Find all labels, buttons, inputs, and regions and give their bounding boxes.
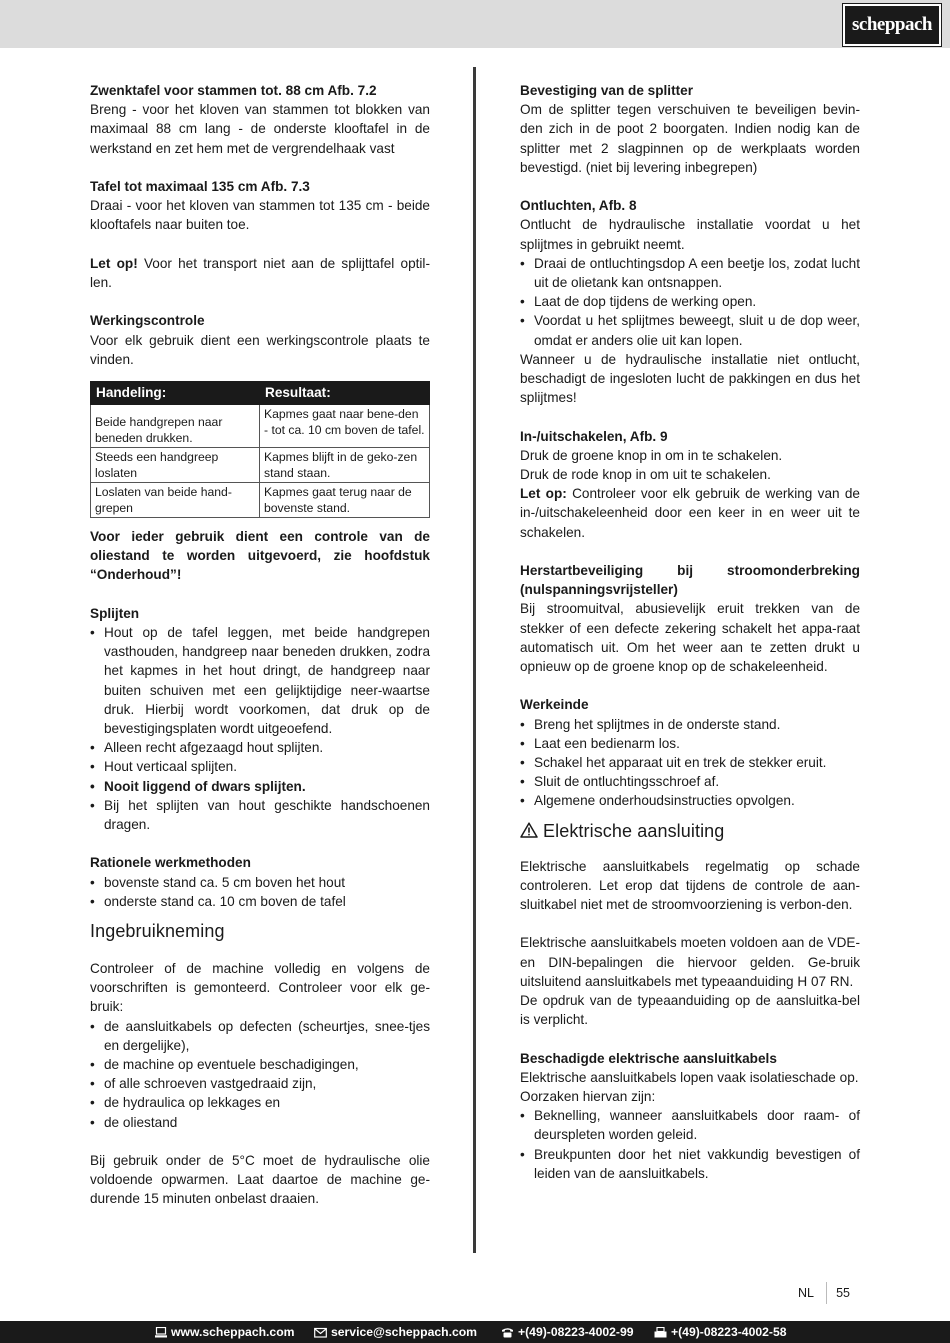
email-link[interactable]: service@scheppach.com <box>331 1325 478 1339</box>
table-row <box>91 405 430 448</box>
section-title-venting: Ontluchten, Afb. 8 <box>520 198 637 214</box>
section-title-restart-protection: Herstartbeveiliging bij stroomonderbreking (nulspanningsvrijsteller) <box>520 563 860 598</box>
section-text-function-check: Voor elk gebruik dient een werkingscontrole plaats te vinden. <box>90 332 430 367</box>
function-check-table <box>90 381 430 518</box>
email-contact[interactable] <box>314 1321 477 1343</box>
page-number: 55 <box>836 1286 850 1300</box>
section-title-rational-methods: Rationele werkmethoden <box>90 855 251 871</box>
section-text-venting: Ontlucht de hydraulische installatie voordat u het splijtmes in gebruikt neemt. <box>520 217 860 252</box>
section-text-venting-warning: Wanneer u de hydraulische installatie niet ontlucht, beschadigt de ingesloten lucht de pakkingen en dus het splijtmes! <box>520 351 860 406</box>
caution-note <box>90 254 430 292</box>
section-text-table-135: Draai - voor het kloven van stammen tot 135 cm - beide klooftafels naar buiten toe. <box>90 198 430 233</box>
table-cell: Loslaten van beide hand-grepen <box>91 483 260 518</box>
switch-off-text: Druk de rode knop in om uit te schakelen. <box>520 467 771 483</box>
list-item: • Algemene onderhoudsinstructies opvolgen. <box>520 791 860 810</box>
list-item: • de machine op eventuele beschadigingen, <box>90 1055 430 1074</box>
warning-icon <box>520 822 538 838</box>
table-cell: Kapmes blijft in de geko-zen stand staan. <box>260 448 430 483</box>
left-column <box>90 81 430 1209</box>
list-item: • Schakel het apparaat uit en trek de stekker eruit. <box>520 753 860 772</box>
list-item: • Draai de ontluchtingsdop A een beetje los, zodat lucht uit de olietank kan ontsnappen. <box>520 254 860 292</box>
phone-number[interactable]: +(49)-08223-4002-99 <box>518 1325 634 1339</box>
website-contact[interactable] <box>155 1321 295 1343</box>
venting-list <box>520 254 860 350</box>
list-item: • Nooit liggend of dwars splijten. <box>90 777 430 796</box>
section-text-swivel-table: Breng - voor het kloven van stammen tot blokken van maximaal 88 cm lang - de onderste klooftafel in de werkstand en zet hem met de vergrendelhaak vast <box>90 102 430 156</box>
list-item: • of alle schroeven vastgedraaid zijn, <box>90 1074 430 1093</box>
computer-icon <box>155 1327 167 1338</box>
caution-text: Voor het transport niet aan de splijttafel optil-len. <box>90 255 430 290</box>
table-cell: Beide handgrepen naar beneden drukken. <box>91 405 260 448</box>
causes-list <box>520 1106 860 1183</box>
table-row <box>91 448 430 483</box>
section-text-damaged-cables: Elektrische aansluitkabels lopen vaak isolatieschade op. <box>520 1069 859 1085</box>
list-item: • Beknelling, wanneer aansluitkabels door raam- of deurspleten worden geleid. <box>520 1106 860 1144</box>
list-item: • de oliestand <box>90 1113 430 1132</box>
language-code: NL <box>798 1286 814 1300</box>
section-title-damaged-cables: Beschadigde elektrische aansluitkabels <box>520 1050 777 1066</box>
switch-on-text: Druk de groene knop in om in te schakelen. <box>520 447 783 463</box>
section-text-splitter-mount: Om de splitter tegen verschuiven te beveiligen bevin-den zich in de poot 2 boorgaten. Indien nodig kan de splitter met 2 slagpinnen op de werkplaats worden bevestigd. (niet bij levering inbegrepen) <box>520 102 860 175</box>
right-column <box>520 81 860 1183</box>
phone-contact[interactable] <box>501 1321 634 1343</box>
fax-contact[interactable] <box>654 1321 787 1343</box>
list-item: • Laat een bedienarm los. <box>520 734 860 753</box>
work-end-list <box>520 715 860 811</box>
oil-level-note: Voor ieder gebruik dient een controle van de oliestand te worden uitgevoerd, zie hoofdstuk “Onderhoud”! <box>90 529 430 583</box>
column-divider <box>473 67 476 1253</box>
section-text-restart-protection: Bij stroomuitval, abusievelijk eruit trekken van de stekker of een defecte zekering schakelt het appa-raat automatisch uit. Om het weer aan te zetten drukt u opnieuw op de groene knop op de schakeleenheid. <box>520 601 860 675</box>
list-item: • Bij het splijten van hout geschikte handschoenen dragen. <box>90 796 430 834</box>
section-text-electrical-1: Elektrische aansluitkabels regelmatig op schade controleren. Let erop dat tijdens de controle de aan-sluitkabel niet met de stroomvoorziening is verbon-den. <box>520 858 860 913</box>
scheppach-logo: scheppach <box>843 4 941 46</box>
table-cell: Kapmes gaat naar bene-den - tot ca. 10 cm boven de tafel. <box>260 405 430 448</box>
section-title-table-135: Tafel tot maximaal 135 cm Afb. 7.3 <box>90 179 310 194</box>
list-item: • bovenste stand ca. 5 cm boven het hout <box>90 873 430 892</box>
list-item: • Hout op de tafel leggen, met beide handgrepen vasthouden, handgreep naar beneden drukken, zodra het kapmes in het hout dringt, de handgreep naar buiten schuiven met een gelijktijdige neer-waartse druk. Hierbij wordt voorkomen, dat druk op de bevestigingsplaten wordt uitgeoefend. <box>90 623 430 738</box>
list-item: • Laat de dop tijdens de werking open. <box>520 292 860 311</box>
fax-number[interactable]: +(49)-08223-4002-58 <box>671 1325 787 1339</box>
switching-caution <box>520 484 860 542</box>
website-link[interactable]: www.scheppach.com <box>171 1325 295 1339</box>
list-item: • de hydraulica op lekkages en <box>90 1093 430 1112</box>
heading-electrical-connection-text: Elektrische aansluiting <box>543 820 725 841</box>
list-item: • Hout verticaal splijten. <box>90 757 430 776</box>
section-title-splitting: Splijten <box>90 605 140 621</box>
section-title-work-end: Werkeinde <box>520 697 589 713</box>
section-title-function-check: Werkingscontrole <box>90 313 205 329</box>
list-item: • Sluit de ontluchtingsschroef af. <box>520 772 860 791</box>
mail-icon <box>314 1327 327 1338</box>
phone-icon <box>501 1327 514 1338</box>
section-text-commissioning: Controleer of de machine volledig en volgens de voorschriften is gemonteerd. Controleer voor elk ge-bruik: <box>90 961 430 1015</box>
rational-methods-list <box>90 873 430 911</box>
switching-caution-text: Controleer voor elk gebruik de werking van de in-/uitschakeleenheid door een keer in en weer uit te schakelen. <box>520 486 860 540</box>
section-text-electrical-2: Elektrische aansluitkabels moeten voldoen aan de VDE- en DIN-bepalingen die hiervoor gelden. Ge-bruik uitsluitend aansluitkabels met typeaanduiding H 07 RN. <box>520 935 860 989</box>
heading-electrical-connection <box>520 819 860 843</box>
section-title-splitter-mount: Bevestiging van de splitter <box>520 83 693 98</box>
section-title-switching: In-/uitschakelen, Afb. 9 <box>520 428 668 444</box>
section-text-electrical-3: De opdruk van de typeaanduiding op de aansluitka-bel is verplicht. <box>520 993 860 1028</box>
switching-caution-label: Let op: <box>520 486 567 502</box>
list-item: • de aansluitkabels op defecten (scheurtjes, snee-tjes en dergelijke), <box>90 1017 430 1055</box>
fax-icon <box>654 1327 667 1338</box>
list-item: • Voordat u het splijtmes beweegt, sluit u de dop weer, omdat er anders olie uit kan lopen. <box>520 311 860 349</box>
table-header-result: Resultaat: <box>260 382 430 405</box>
commissioning-list <box>90 1017 430 1132</box>
heading-commissioning: Ingebruikneming <box>90 921 225 942</box>
table-row <box>91 483 430 518</box>
table-cell: Steeds een handgreep loslaten <box>91 448 260 483</box>
header-bar <box>0 0 950 48</box>
page-footer <box>760 1282 860 1304</box>
list-item: • onderste stand ca. 10 cm boven de tafel <box>90 892 430 911</box>
table-header-action: Handeling: <box>91 382 260 405</box>
list-item: • Breukpunten door het niet vakkundig bevestigen of leiden van de aansluitkabels. <box>520 1145 860 1183</box>
contact-bar <box>0 1321 950 1343</box>
list-item: • Breng het splijtmes in de onderste stand. <box>520 715 860 734</box>
section-title-swivel-table: Zwenktafel voor stammen tot. 88 cm Afb. 7.2 <box>90 83 377 98</box>
section-text-warmup: Bij gebruik onder de 5°C moet de hydraulische olie voldoende opwarmen. Laat daartoe de machine ge-durende 15 minuten onbelast draaien. <box>90 1153 430 1207</box>
table-header-row <box>91 382 430 405</box>
caution-label: Let op! <box>90 255 138 271</box>
list-item: • Alleen recht afgezaagd hout splijten. <box>90 738 430 757</box>
footer-separator <box>826 1282 827 1304</box>
section-text-causes: Oorzaken hiervan zijn: <box>520 1089 656 1105</box>
splitting-list <box>90 623 430 834</box>
table-cell: Kapmes gaat terug naar de bovenste stand. <box>260 483 430 518</box>
